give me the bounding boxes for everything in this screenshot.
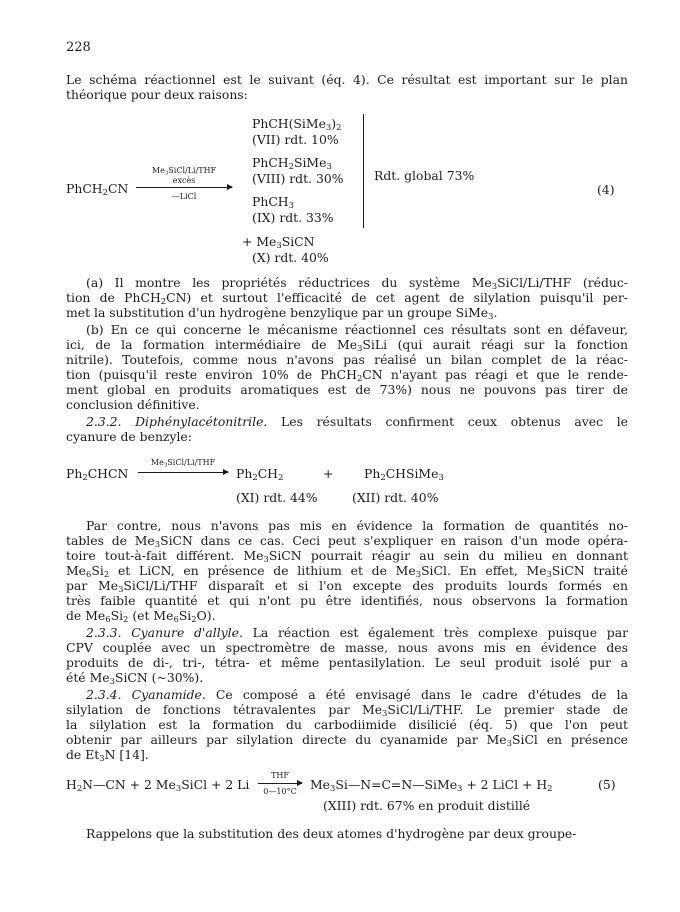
eq5-condition-temperature: 0—10°C (263, 787, 297, 796)
eq5-condition-solvent: THF (271, 771, 289, 780)
closing-line: Rappelons que la substitution des deux atomes d'hydrogène par deux groupe- (86, 826, 577, 841)
eq5-reactants: $H_2N—CN + 2$ $Me_3SiCl + 2$ Li (66, 777, 250, 794)
page-number: 228 (66, 40, 91, 55)
eq-diphenyl-condition: $Me_3SiCl/Li$/THF (150, 458, 216, 469)
para-b-line-6: conclusion définitive. (66, 397, 200, 412)
section-2-3-3-line-1: 2.3.3. Cyanure d'allyle. La réaction est également très complexe puisque par (86, 625, 629, 640)
eq4-product-ix-formula: PhCH$_3$ (252, 194, 294, 211)
para-b-line-3: nitrile). Toutefois, comme nous n'avons pas réalisé un bilan complet de la réac- (66, 352, 628, 367)
eq4-reactant: PhCH$_2$CN (66, 181, 129, 198)
eq5-number: (5) (598, 777, 616, 792)
section-2-3-2-line-2: cyanure de benzyle: (66, 429, 192, 444)
para-contre-line-3: toire tout-à-fait différent. $Me_3SiCN$ pourrait réagir au sein du milieu en donnant (66, 548, 628, 565)
eq4-condition-excess: excès (172, 176, 196, 185)
section-2-3-2-line-1: 2.3.2. Diphénylacétonitrile. Les résultats confirment ceux obtenus avec le (86, 414, 628, 429)
para-contre-line-2: tables de $Me_3SiCN$ dans ce cas. Ceci peut s'expliquer en raison d'un mode opéra- (66, 533, 628, 550)
para-a-line-1: (a) Il montre les propriétés réductrices du système $Me_3SiCl/Li$/THF (réduc- (86, 275, 628, 292)
section-2-3-4-line-5: de $Et_3N$ [14]. (66, 747, 149, 764)
eq5-arrow (258, 783, 302, 784)
para-contre-line-6: très faible quantité et qui n'ont pu être identifiés, nous observons la formation (66, 593, 628, 608)
para-a-line-3: met la substitution d'un hydrogène benzylique par un groupe SiMe$_3$. (66, 305, 498, 322)
eq-diphenyl-arrow (138, 472, 228, 473)
eq-diphenyl-yield-xii: (XII) rdt. 40% (352, 490, 439, 505)
section-2-3-4-line-3: la silylation est la formation du carbodiimide disilicié (éq. 5) que l'on peut (66, 717, 628, 732)
section-2-3-3-line-2: CPV couplée avec un spectromètre de masse, nous avons mis en évidence des (66, 640, 628, 655)
eq4-product-ix-yield: (IX) rdt. 33% (252, 210, 334, 225)
eq4-product-viii-formula: PhCH$_2$SiMe$_3$ (252, 155, 332, 172)
intro-line-1: Le schéma réactionnel est le suivant (éq. 4). Ce résultat est important sur le plan (66, 72, 628, 87)
section-2-3-4-heading: 2.3.4. Cyanamide. (86, 687, 206, 702)
eq-diphenyl-yield-xi: (XI) rdt. 44% (236, 490, 318, 505)
section-2-3-3-heading: 2.3.3. Cyanure d'allyle. (86, 625, 243, 640)
intro-line-2: théorique pour deux raisons: (66, 87, 248, 102)
section-2-3-4-line-2: silylation de fonctions tétravalentes par $Me_3SiCl/Li$/THF. Le premier stade de (66, 702, 628, 719)
para-b-line-1: (b) En ce qui concerne le mécanisme réactionnel ces résultats sont en défaveur, (86, 322, 628, 337)
eq4-product-vii-yield: (VII) rdt. 10% (252, 132, 339, 147)
section-2-3-4-line-4: obtenir par ailleurs par silylation directe du cyanamide par $Me_3SiCl$ en présence (66, 732, 628, 749)
section-2-3-2-heading: 2.3.2. Diphénylacétonitrile. (86, 414, 268, 429)
eq5-yield: (XIII) rdt. 67% en produit distillé (323, 798, 531, 813)
eq4-condition-reagents: $Me_3SiCl/Li$/THF (151, 166, 217, 177)
para-b-line-2: ici, de la formation intermédiaire de $Me_3SiLi$ (qui aurait réagi sur la fonction (66, 337, 628, 354)
eq-diphenyl-product-xii: $Ph_2CHSiMe_3$ (364, 466, 444, 483)
eq4-global-yield: Rdt. global 73% (374, 168, 475, 183)
eq4-product-viii-yield: (VIII) rdt. 30% (252, 171, 344, 186)
eq-diphenyl-product-xi: $Ph_2CH_2$ (236, 466, 284, 483)
eq-diphenyl-reactant: $Ph_2CHCN$ (66, 466, 129, 483)
eq4-reaction-arrow (136, 187, 232, 188)
eq4-product-x-formula: + $Me_3SiCN$ (242, 234, 315, 251)
eq4-product-vii-formula: $PhCH(SiMe_3)_2$ (252, 116, 342, 133)
eq4-number: (4) (597, 182, 615, 197)
para-contre-line-1: Par contre, nous n'avons pas mis en évidence la formation de quantités no- (86, 518, 628, 533)
eq-diphenyl-plus: + (323, 466, 334, 481)
section-2-3-3-line-3: produits de di-, tri-, tétra- et même pentasilylation. Le seul produit isolé pur a (66, 655, 628, 670)
section-2-3-4-line-1: 2.3.4. Cyanamide. Ce composé a été envisagé dans le cadre d'études de la (86, 687, 628, 702)
para-a-line-2: tion de PhCH$_2$CN) et surtout l'efficacité de cet agent de silylation puisqu'il per- (66, 290, 628, 307)
para-b-line-4: tion (puisqu'il reste environ 10% de PhCH$_2$CN n'ayant pas réagi et que le rende- (66, 367, 628, 384)
para-contre-line-5: par $Me_3SiCl/Li$/THF disparaît et si l'on excepte des produits lourds formés en (66, 578, 628, 595)
para-contre-line-7: de $Me_6Si_2$ (et $Me_6Si_2O$). (66, 608, 216, 625)
para-contre-line-4: $Me_6Si_2$ et LiCN, en présence de lithium et de $Me_3SiCl$. En effet, $Me_3SiCN$ traité (66, 563, 628, 580)
section-2-3-3-line-4: été $Me_3SiCN$ (~30%). (66, 670, 204, 687)
eq4-bracket (363, 114, 364, 228)
eq4-product-x-yield: (X) rdt. 40% (252, 250, 329, 265)
eq5-products: $Me_3Si—N=C=N—SiMe_3 + 2$ LiCl + $H_2$ (310, 777, 553, 794)
para-b-line-5: ment global en produits aromatiques est de 73%) nous ne pouvons pas tirer de (66, 382, 628, 397)
eq4-condition-byproduct: —LiCl (171, 192, 197, 201)
